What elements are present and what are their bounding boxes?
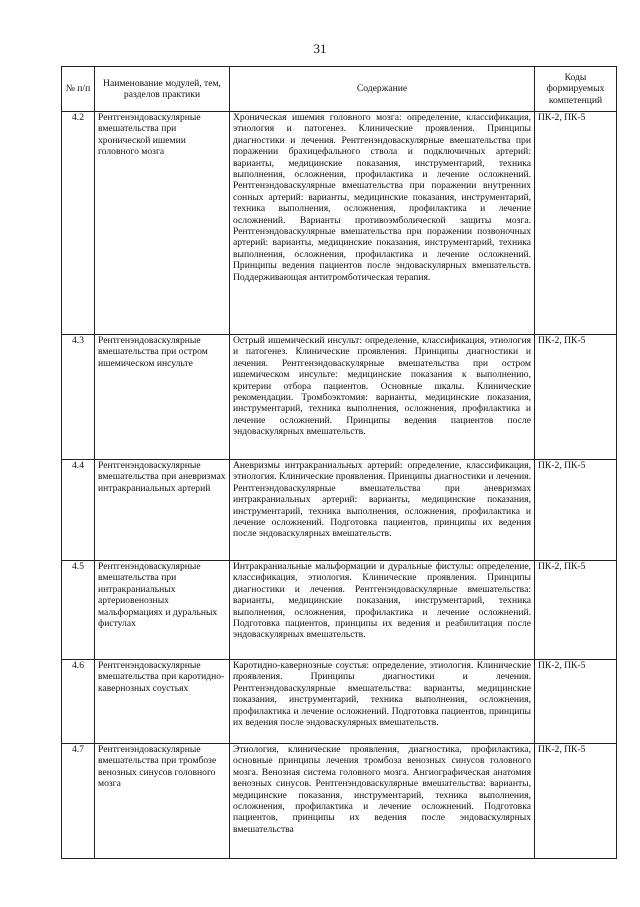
row-name: Рентгенэндоваскулярные вмешательства при тромбозе венозных синусов головного мозга <box>95 744 230 859</box>
row-codes: ПК-2, ПК-5 <box>535 112 617 335</box>
table-row <box>62 112 617 335</box>
row-codes: ПК-2, ПК-5 <box>535 460 617 561</box>
table-row <box>62 561 617 660</box>
row-codes: ПК-2, ПК-5 <box>535 561 617 660</box>
row-name: Рентгенэндоваскулярные вмешательства при интракраниальных артериовенозных мальформациях и дуральных фистулах <box>95 561 230 660</box>
row-num: 4.3 <box>62 335 95 460</box>
table-row <box>62 660 617 744</box>
header-name: Наименование модулей, тем, разделов практики <box>95 67 230 112</box>
table-row <box>62 335 617 460</box>
row-num: 4.2 <box>62 112 95 335</box>
table-row <box>62 744 617 859</box>
row-content: Интракраниальные мальформации и дуральные фистулы: определение, классификация, этиология. Клинические проявления. Принципы диагностики и лечения. Рентгенэндоваскулярные вмешательства: варианты, медицинские показания, инструментарий, техника выполнения, осложнения, профилактика и лечение осложнений. Подготовка пациентов, принципы их ведения и реабилитация после эндоваскулярных вмешательств. <box>230 561 535 660</box>
row-num: 4.7 <box>62 744 95 859</box>
row-content: Аневризмы интракраниальных артерий: определение, классификация, этиология. Клинические проявления. Принципы диагностики и лечения. Рентгенэндоваскулярные вмешательства при аневризмах интракраниальных артерий: варианты, медицинские показания, инструментарий, техника выполнения, осложнения, профилактика и лечение осложнений. Подготовка пациентов, принципы их ведения после эндоваскулярных вмешательств. <box>230 460 535 561</box>
row-codes: ПК-2, ПК-5 <box>535 744 617 859</box>
row-name: Рентгенэндоваскулярные вмешательства при остром ишемическом инсульте <box>95 335 230 460</box>
row-content: Этиология, клинические проявления, диагностика, профилактика, основные принципы лечения тромбоза венозных синусов головного мозга. Венозная система головного мозга. Ангиографическая анатомия венозных синусов. Рентгенэндоваскулярные вмешательства: варианты, медицинские показания, инструментарий, техника выполнения, осложнения, профилактика и лечение осложнений. Подготовка пациентов, принципы их ведения после эндоваскулярных вмешательства <box>230 744 535 859</box>
row-num: 4.6 <box>62 660 95 744</box>
header-codes: Коды формируемых компетенций <box>535 67 617 112</box>
row-num: 4.4 <box>62 460 95 561</box>
row-codes: ПК-2, ПК-5 <box>535 335 617 460</box>
header-content: Содержание <box>230 67 535 112</box>
row-codes: ПК-2, ПК-5 <box>535 660 617 744</box>
row-content: Каротидно-кавернозные соустья: определение, этиология. Клинические проявления. Принципы диагностики и лечения. Рентгенэндоваскулярные вмешательства: варианты, медицинские показания, инструментарий, техника выполнения, осложнения, профилактика и лечение осложнений. Подготовка пациентов, принципы их ведения после эндоваскулярных вмешательств. <box>230 660 535 744</box>
row-content: Острый ишемический инсульт: определение, классификация, этиология и патогенез. Клинические проявления. Принципы диагностики и лечения. Рентгенэндоваскулярные вмешательства при остром ишемическом инсульте: медицинские показания к выполнению, критерии отбора пациентов. Основные шкалы. Клинические рекомендации. Тромбоэктомия: варианты, медицинские показания, инструментарий, техника выполнения, осложнения, профилактика и лечение осложнений. Принципы ведения пациентов после эндоваскулярных вмешательств. <box>230 335 535 460</box>
row-name: Рентгенэндоваскулярные вмешательства при хронической ишемии головного мозга <box>95 112 230 335</box>
row-name: Рентгенэндоваскулярные вмешательства при аневризмах интракраниальных артерий <box>95 460 230 561</box>
row-content: Хроническая ишемия головного мозга: определение, классификация, этиология и патогенез. Клинические проявления. Принципы диагностики и лечения. Рентгенэндоваскулярные вмешательства при поражении брахицефального ствола и подключичных артерий: варианты, медицинские показания, инструментарий, техника выполнения, осложнения, профилактика и лечение осложнений. Рентгенэндоваскулярные вмешательства при поражении внутренних сонных артерий: варианты, медицинские показания, инструментарий, техника выполнения, осложнения, профилактика и лечение осложнений. Варианты противоэмболической защиты мозга. Рентгенэндоваскулярные вмешательства при поражении позвоночных артерий: варианты, медицинские показания, инструментарий, техника выполнения, осложнения, профилактика и лечение осложнений. Принципы ведения пациентов после эндоваскулярных вмешательств. Поддерживающая антитромботическая терапия. <box>230 112 535 335</box>
row-num: 4.5 <box>62 561 95 660</box>
row-name: Рентгенэндоваскулярные вмешательства при каротидно-кавернозных соустьях <box>95 660 230 744</box>
table-row <box>62 460 617 561</box>
table-header-row <box>62 67 617 112</box>
page-number: 31 <box>313 41 327 56</box>
header-num: № п/п <box>62 67 95 112</box>
curriculum-table <box>61 66 617 859</box>
